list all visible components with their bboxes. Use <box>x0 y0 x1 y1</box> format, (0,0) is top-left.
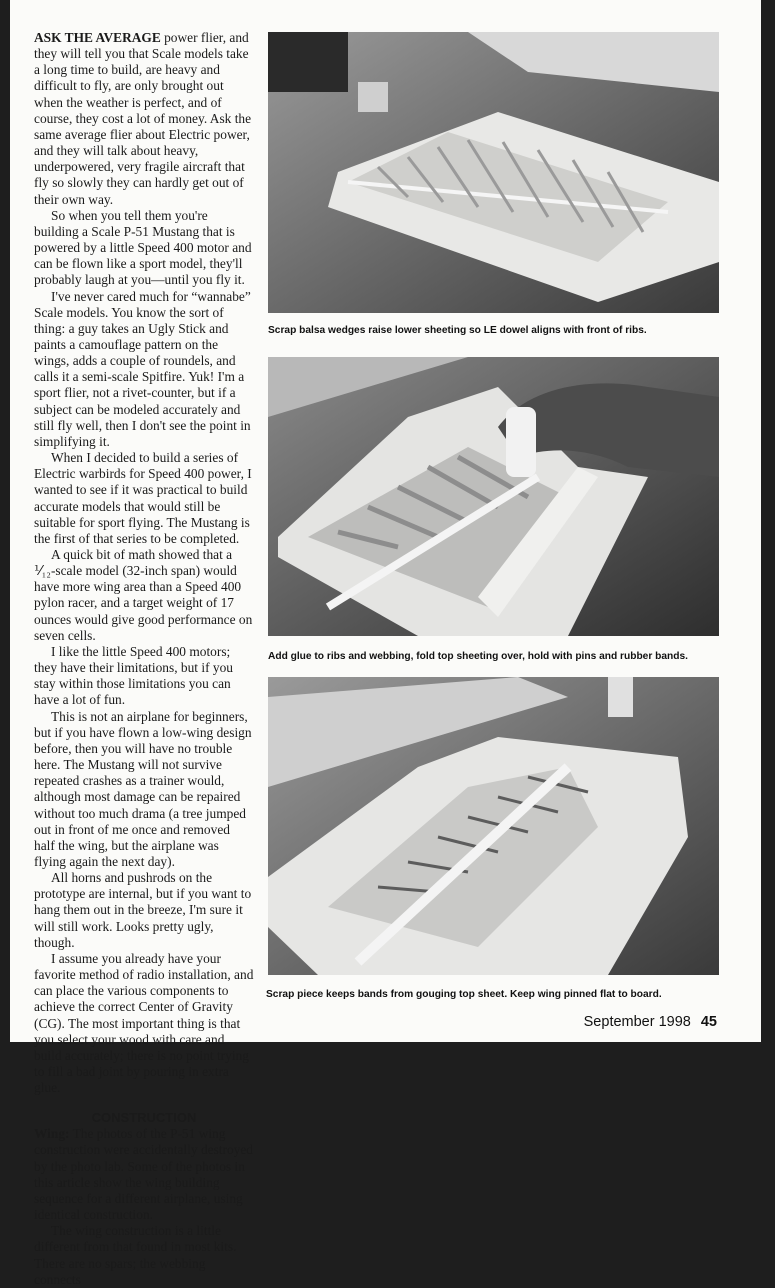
issue-date: September 1998 <box>583 1014 691 1030</box>
photo-caption: Add glue to ribs and webbing, fold top sheeting over, hold with pins and rubber bands. <box>268 651 688 662</box>
photo-gluing-ribs <box>268 357 719 636</box>
article-paragraph: I've never cared much for “wannabe” Scale models. You know the sort of thing: a guy takes an Ugly Stick and paints a camouflage pattern on the wings, adds a couple of roundels, and calls it a semi-scale Spitfire. Yuk! I'm a sport flier, not a rivet-counter, but if a subject can be modeled accurately and still fly well, then I don't see the point in simplifying it. <box>34 288 251 449</box>
page-footer <box>584 1014 717 1030</box>
lead-in: ASK THE AVERAGE <box>34 30 161 45</box>
photo-wing-pinned <box>268 677 719 975</box>
article-paragraph: All horns and pushrods on the prototype are internal, but if you want to hang them out in the breeze, I'm sure it will still work. Looks pretty ugly, though. <box>34 870 252 950</box>
article-paragraph: This is not an airplane for beginners, but if you have flown a low-wing design before, then you will have no trouble here. The Mustang will not survive repeated crashes as a trainer would, although most damage can be repaired without too much drama (a tree jumped out in front of me once and removed half the wing, but the airplane was flying again the next day). <box>34 708 252 869</box>
article-paragraph: ASK THE AVERAGE power flier, and they will tell you that Scale models take a long time to build, are heavy and difficult to fly, are only brought out when the weather is perfect, and of course, they cost a lot of money. Ask the same average flier about Electric power, and they will talk about heavy, underpowered, very fragile aircraft that fly so slowly they can hardly get out of their own way. <box>34 30 252 207</box>
article-paragraph: The wing construction is a little different from that found in most kits. There are no spars; the webbing connects <box>34 1223 237 1287</box>
article-column <box>34 30 254 1288</box>
article-paragraph: I like the little Speed 400 motors; they have their limitations, but if you stay within those limitations you can have a lot of fun. <box>34 643 233 708</box>
magazine-page <box>10 0 761 1287</box>
section-heading: CONSTRUCTION <box>91 1110 197 1126</box>
page-number: 45 <box>700 1014 717 1030</box>
photo-caption: Scrap piece keeps bands from gouging top sheet. Keep wing pinned flat to board. <box>266 989 662 1000</box>
run-in-label: Wing: <box>34 1126 70 1142</box>
photo-caption: Scrap balsa wedges raise lower sheeting so LE dowel aligns with front of ribs. <box>268 325 647 336</box>
article-paragraph: I assume you already have your favorite method of radio installation, and can place the various components to achieve the correct Center of Gravity (CG). The most important thing is that you select your wood with care and build accurately; there is no point trying to fill a bad joint by pouring in extra glue. <box>34 950 254 1096</box>
article-paragraph: Wing: The photos of the P-51 wing construction were accidentally destroyed by the photo lab. Some of the photos in this article show the wing building sequence for a different airplane, using identical construction. <box>34 1126 253 1223</box>
photo-wing-ribs <box>268 32 719 313</box>
article-paragraph: So when you tell them you're building a Scale P-51 Mustang that is powered by a little Speed 400 motor and can be flown like a sport model, they'll probably laugh at you—until you fly it. <box>34 207 252 288</box>
article-paragraph: When I decided to build a series of Electric warbirds for Speed 400 power, I wanted to see if it was practical to build accurate models that would still be suitable for sport flying. The Mustang is the first of that series to be completed. <box>34 450 252 546</box>
article-paragraph: A quick bit of math showed that a ⅟₁₂-scale model (32-inch span) would have more wing area than a Speed 400 pylon racer, and a target weight of 17 ounces would give good performance on seven cells. <box>34 547 253 643</box>
